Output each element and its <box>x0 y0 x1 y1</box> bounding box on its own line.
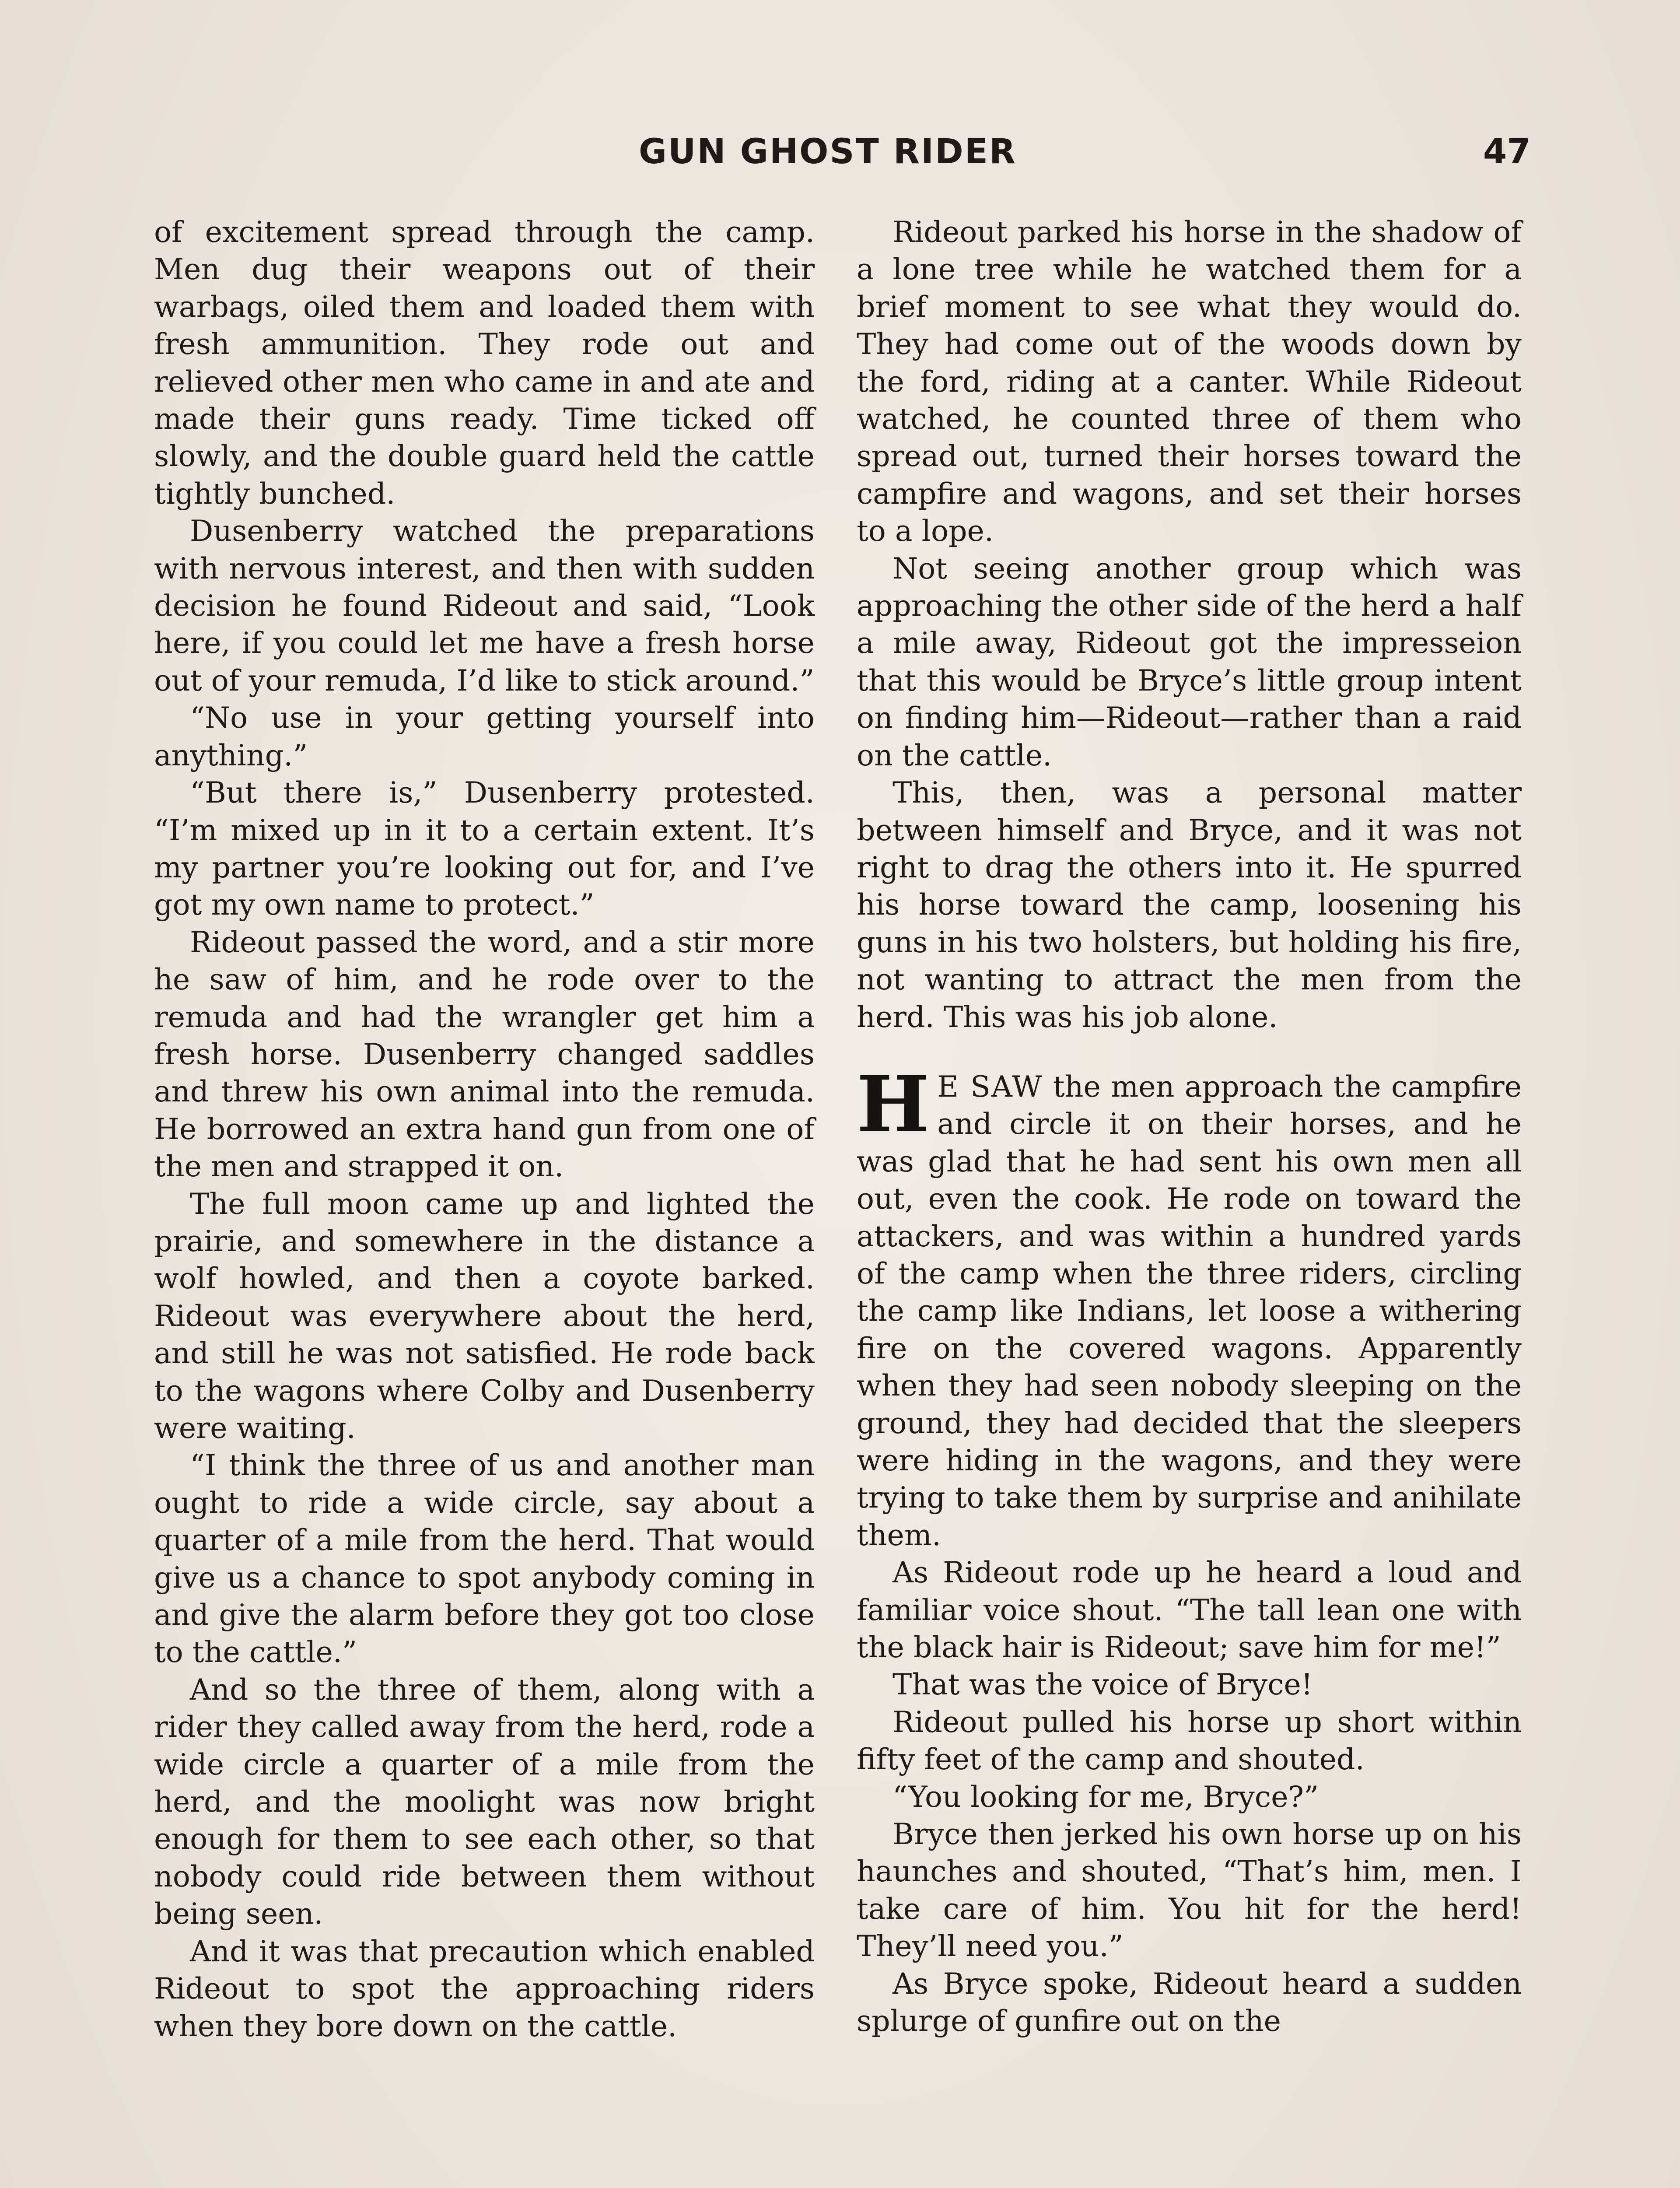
running-head-title: GUN GHOST RIDER <box>639 132 1017 172</box>
section-opening-paragraph <box>857 1059 1522 1554</box>
section-text: the men approach the campfire and circle it on their horses, and he was glad that he had sent his own men all out, even the cook. He rode on toward the attackers, and was within a hundred yards of the camp when the three riders, circling the camp like Indians, let loose a withering fire on the covered wagons. Apparently when they had seen nobody sleeping on the ground, they had decided that the sleepers were hiding in the wagons, and they were trying to take them by surprise and anihilate them. <box>857 1069 1522 1552</box>
paragraph: And so the three of them, along with a rider they called away from the herd, rode a wide circle a quarter of a mile from the herd, and the moolight was now bright enough for them to see each other, so that nobody could ride between them without being seen. <box>154 1672 815 1931</box>
paragraph: As Bryce spoke, Rideout heard a sudden splurge of gunfire out on the <box>857 1966 1522 2038</box>
right-text-column <box>857 214 1522 2040</box>
paragraph: As Rideout rode up he heard a loud and familiar voice shout. “The tall lean one with the black hair is Rideout; save him for me!” <box>857 1555 1522 1665</box>
paragraph: And it was that precaution which enabled Rideout to spot the approaching riders when they bore down on the cattle. <box>154 1934 815 2043</box>
paragraph: “But there is,” Dusenberry protested. “I’m mixed up in it to a certain extent. It’s my partner you’re looking out for, and I’ve got my own name to protect.” <box>154 775 815 922</box>
paragraph: That was the voice of Bryce! <box>892 1667 1313 1702</box>
left-text-column <box>154 214 815 2045</box>
paragraph: “You looking for me, Bryce?” <box>892 1779 1319 1814</box>
paragraph: This, then, was a personal matter between himself and Bryce, and it was not right to drag the others into it. He spurred his horse toward the camp, loosening his guns in his two holsters, but holding his fire, not wanting to attract the men from the herd. This was his job alone. <box>857 775 1522 1034</box>
paragraph: of excitement spread through the camp. Men dug their weapons out of their warbags, oiled them and loaded them with fresh ammunition. They rode out and relieved other men who came in and ate and made their guns ready. Time ticked off slowly, and the double guard held the cattle tightly bunched. <box>154 215 815 511</box>
paragraph: Rideout passed the word, and a stir more he saw of him, and he rode over to the remuda and had the wrangler get him a fresh horse. Dusenberry changed saddles and threw his own animal into the remuda. He borrowed an extra hand gun from one of the men and strapped it on. <box>154 925 815 1184</box>
paragraph: “No use in your getting yourself into anything.” <box>154 701 815 772</box>
section-lead-words: E SAW <box>937 1069 1043 1104</box>
drop-cap: H <box>857 1059 930 1150</box>
paragraph: Rideout parked his horse in the shadow of a lone tree while he watched them for a brief moment to see what they would do. They had come out of the woods down by the ford, riding at a canter. While Rideout watched, he counted three of them who spread out, turned their horses toward the campfire and wagons, and set their horses to a lope. <box>857 215 1522 548</box>
paragraph: The full moon came up and lighted the prairie, and somewhere in the distance a wolf howled, and then a coyote barked. Rideout was everywhere about the herd, and still he was not satisfied. He rode back to the wagons where Colby and Dusenberry were waiting. <box>154 1186 815 1445</box>
paragraph: Bryce then jerked his own horse up on his haunches and shouted, “That’s him, men. I take care of him. You hit for the herd! They’ll need you.” <box>857 1817 1522 1964</box>
paragraph: “I think the three of us and another man ought to ride a wide circle, say about a quarter of a mile from the herd. That would give us a chance to spot anybody coming in and give the alarm before they got too close to the cattle.” <box>154 1448 815 1669</box>
paragraph: Rideout pulled his horse up short within fifty feet of the camp and shouted. <box>857 1704 1522 1777</box>
paragraph: Dusenberry watched the preparations with nervous interest, and then with sudden decision he found Rideout and said, “Look here, if you could let me have a fresh horse out of your remuda, I’d like to stick around.” <box>154 514 815 698</box>
page-number: 47 <box>1483 132 1531 172</box>
paragraph: Not seeing another group which was approaching the other side of the herd a half a mile away, Rideout got the impresseion that this would be Bryce’s little group intent on finding him—Rideout—rather than a raid on the cattle. <box>857 551 1522 772</box>
